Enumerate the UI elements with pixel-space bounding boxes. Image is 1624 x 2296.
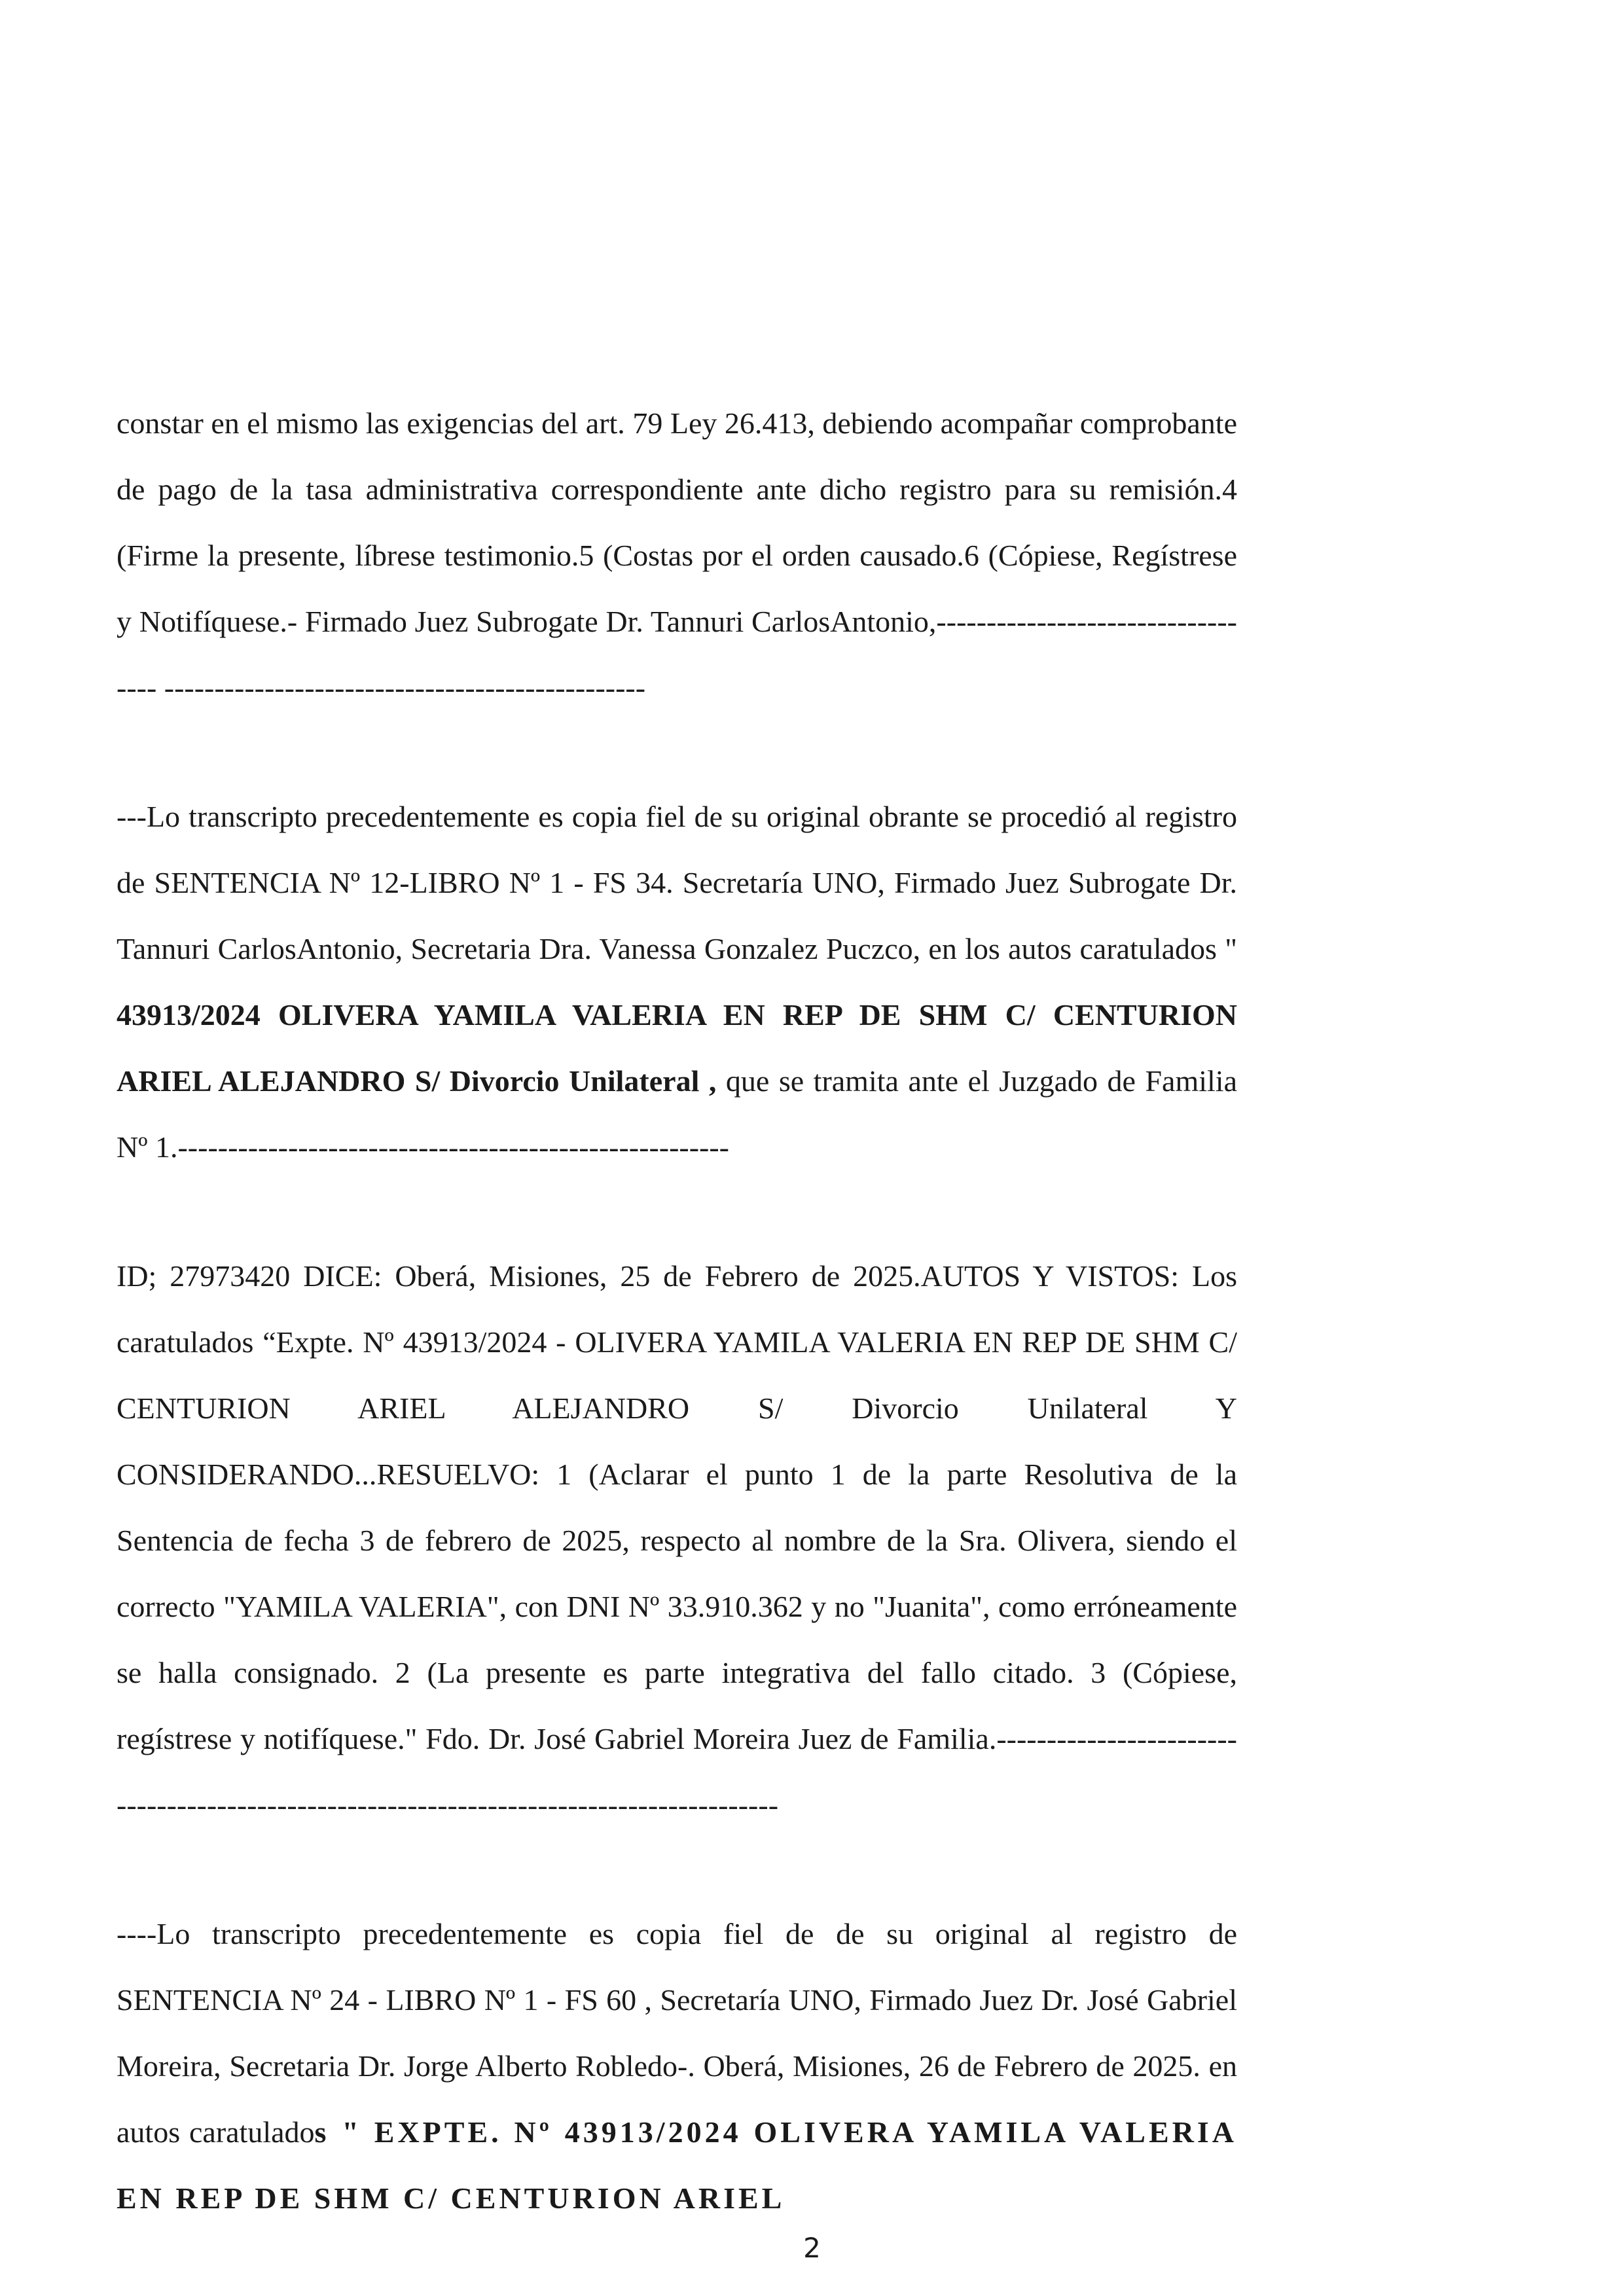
paragraph-text: ID; 27973420 DICE: Oberá, Misiones, 25 de Febrero de 2025.AUTOS Y VISTOS: Los caratulados “Expte. Nº 43913/2024 - OLIVERA YAMILA VALERIA EN REP DE SHM C/ CENTURION ARIEL ALEJANDRO S/ Divorcio Unilateral Y CONSIDERANDO...RESUELVO: 1 (Aclarar el punto 1 de la parte Resolutiva de la Sentencia de fecha 3 de febrero de 2025, respecto al nombre de la Sra. Olivera, siendo el correcto "YAMILA VALERIA", con DNI Nº 33.910.362 y no "Juanita", como erróneamente se halla consignado. 2 (La presente es parte integrativa del fallo citado. 3 (Cópiese, regístrese y notifíquese." Fdo. Dr. José Gabriel Moreira Juez de Familia.------------------------------------------------------------------------------------------ <box>117 1259 1237 1821</box>
paragraph-text: constar en el mismo las exigencias del art. 79 Ley 26.413, debiendo acompañar comprobante de pago de la tasa administrativa correspondiente ante dicho registro para su remisión.4 (Firme la presente, líbrese testimonio.5 (Costas por el orden causado.6 (Cópiese, Regístrese y Notifíquese.- Firmado Juez Subrogate Dr. Tannuri CarlosAntonio,---------------------------------- ------------------------------------------------ <box>117 406 1237 704</box>
case-caption-bold: 43913/2024 OLIVERA YAMILA VALERIA EN REP DE SHM C/ CENTURION ARIEL ALEJANDRO S/ Divorcio Unilateral , <box>117 998 1237 1098</box>
paragraph-4 <box>117 1901 1237 2231</box>
paragraph-1 <box>117 390 1237 721</box>
paragraph-text: que se tramita ante el Juzgado de Familia Nº 1.------------------------------------------------------- <box>117 1064 1238 1164</box>
paragraph-text: ----Lo transcripto precedentemente es copia fiel de de su original al registro de SENTENCIA Nº 24 - LIBRO Nº 1 - FS 60 , Secretaría UNO, Firmado Juez Dr. José Gabriel Moreira, Secretaria Dr. Jorge Alberto Robledo-. Oberá, Misiones, 26 de Febrero de 2025. en autos caratulado <box>117 1917 1237 2149</box>
case-caption-bold: s " EXPTE. Nº 43913/2024 OLIVERA YAMILA VALERIA EN REP DE SHM C/ CENTURION ARIEL <box>117 2115 1237 2215</box>
paragraph-2 <box>117 783 1237 1180</box>
page-number: 2 <box>803 2232 821 2264</box>
paragraph-text: ---Lo transcripto precedentemente es copia fiel de su original obrante se procedió al registro de SENTENCIA Nº 12-LIBRO Nº 1 - FS 34. Secretaría UNO, Firmado Juez Subrogate Dr. Tannuri CarlosAntonio, Secretaria Dra. Vanessa Gonzalez Puczco, en los autos caratulados " <box>117 800 1237 965</box>
document-body <box>117 390 1237 2231</box>
paragraph-3 <box>117 1243 1237 1838</box>
